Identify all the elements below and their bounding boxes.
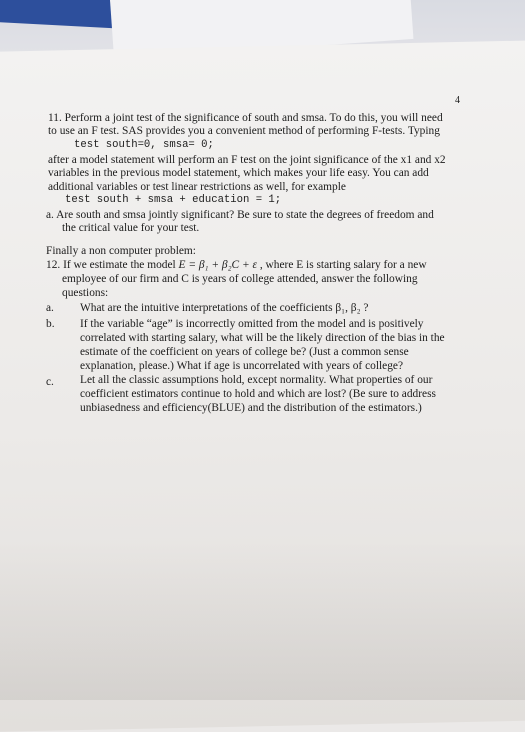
problem-12-item-b-line-4: explanation, please.) What if age is uncorrelated with years of college?	[80, 360, 404, 372]
problem-12-item-c-label: c.	[46, 376, 54, 388]
problem-12-item-a-label: a.	[46, 302, 54, 314]
problem-11-line-1: 11. Perform a joint test of the significance of south and smsa. To do this, you will need	[48, 112, 443, 124]
problem-11-code-1: test south=0, smsa= 0;	[74, 139, 214, 151]
problem-12-item-b-label: b.	[46, 318, 55, 330]
page-number: 4	[455, 95, 460, 106]
problem-11-line-3: after a model statement will perform an F test on the joint significance of the x1 and x2	[48, 154, 446, 166]
problem-12-line-1-post: , where E is starting salary for a new	[257, 259, 427, 271]
problem-11-line-2: to use an F test. SAS provides you a convenient method of performing F-tests. Typing	[48, 125, 440, 137]
problem-12-line-1	[46, 259, 427, 273]
non-computer-heading: Finally a non computer problem:	[46, 245, 196, 257]
problem-11-part-a-line-2: the critical value for your test.	[62, 222, 200, 234]
problem-12-item-c-line-3: unbiasedness and efficiency(BLUE) and the distribution of the estimators.)	[80, 402, 422, 414]
problem-11-line-4: variables in the previous model statement, which makes your life easy. You can add	[48, 167, 429, 179]
problem-11-part-a-line-1: a. Are south and smsa jointly significant? Be sure to state the degrees of freedom and	[46, 209, 434, 221]
problem-12-item-c-line-2: coefficient estimators continue to hold and which are lost? (Be sure to address	[80, 388, 436, 400]
problem-12-line-3: questions:	[62, 287, 109, 299]
problem-11-code-2: test south + smsa + education = 1;	[65, 194, 282, 206]
problem-12-item-c-line-1: Let all the classic assumptions hold, except normality. What properties of our	[80, 374, 433, 386]
problem-12-item-a-line-1: What are the intuitive interpretations of the coefficients β₁, β₂ ?	[80, 302, 369, 314]
problem-12-item-b-line-1: If the variable “age” is incorrectly omitted from the model and is positively	[80, 318, 424, 330]
problem-12-equation: E = β₁ + β₂C + ε	[178, 259, 258, 271]
problem-12-item-b-line-3: estimate of the coefficient on years of college be? (Just a common sense	[80, 346, 409, 358]
problem-12-line-1-pre: 12. If we estimate the model	[46, 259, 179, 271]
problem-12-item-b-line-2: correlated with starting salary, what will be the likely direction of the bias in the	[80, 332, 445, 344]
problem-11-line-5: additional variables or test linear restrictions as well, for example	[48, 181, 346, 193]
problem-12-line-2: employee of our firm and C is years of college attended, answer the following	[62, 273, 418, 285]
